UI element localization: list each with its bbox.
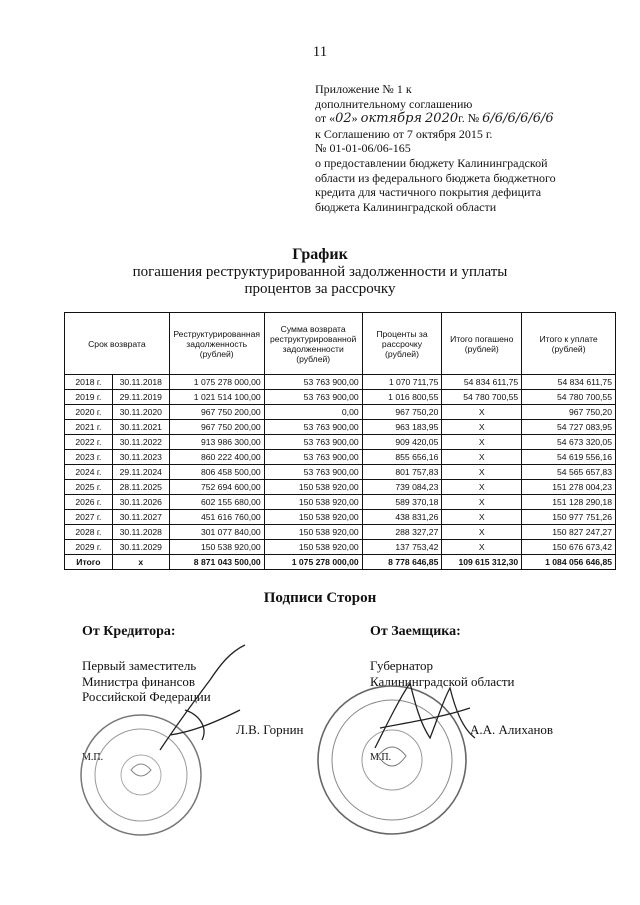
table-row [65,480,616,495]
cell-total-payable: 54 673 320,05 [522,435,616,450]
cell-total-repaid: X [442,480,522,495]
table-row [65,375,616,390]
repayment-schedule-table [64,312,616,570]
cell-restructured-debt: 967 750 200,00 [169,420,264,435]
cell-year: 2022 г. [65,435,113,450]
cell-due-date: 30.11.2020 [112,405,169,420]
document-title: График [292,246,348,263]
appendix-line-7: области из федерального бюджета бюджетного [315,170,556,185]
borrower-mp: М.П. [370,752,392,763]
cell-total-repaid: X [442,405,522,420]
creditor-line-2: Министра финансов [82,673,196,689]
cell-restructured-debt: 1 021 514 100,00 [169,390,264,405]
creditor-line-3: Российской Федерации [82,689,211,704]
cell-repayment-amount: 0,00 [264,405,362,420]
cell-restructured-debt: 451 616 760,00 [169,510,264,525]
cell-total-payable: 54 565 657,83 [522,465,616,480]
cell-due-date: 29.11.2019 [112,390,169,405]
cell-year: 2019 г. [65,390,113,405]
cell-total-payable: 1 084 056 646,85 [522,555,616,570]
table-row [65,420,616,435]
cell-year: 2026 г. [65,495,113,510]
cell-interest: 8 778 646,85 [362,555,442,570]
cell-total-payable: 150 827 247,27 [522,525,616,540]
table-total-row [65,555,616,570]
header-total-repaid: Итого погашено (рублей) [442,313,522,375]
cell-year: 2018 г. [65,375,113,390]
cell-due-date: 28.11.2025 [112,480,169,495]
creditor-signature [150,640,260,760]
cell-interest: 589 370,18 [362,495,442,510]
cell-due-date: 30.11.2027 [112,510,169,525]
table-row [65,465,616,480]
cell-due-date: 30.11.2023 [112,450,169,465]
cell-restructured-debt: 8 871 043 500,00 [169,555,264,570]
cell-year: 2023 г. [65,450,113,465]
cell-total-repaid: X [442,465,522,480]
cell-total-repaid: 109 615 312,30 [442,555,522,570]
cell-year: 2028 г. [65,525,113,540]
table-row [65,435,616,450]
cell-repayment-amount: 53 763 900,00 [264,465,362,480]
handwritten-year: 2020 [425,111,459,127]
cell-total-repaid: X [442,435,522,450]
creditor-name: Л.В. Горнин [236,722,304,737]
table-row [65,390,616,405]
cell-interest: 909 420,05 [362,435,442,450]
header-due-date: Срок возврата [65,313,170,375]
page-number: 11 [312,44,328,60]
cell-restructured-debt: 150 538 920,00 [169,540,264,555]
cell-year: 2020 г. [65,405,113,420]
header-restructured-debt: Реструктурированная задолженность (рублей) [169,313,264,375]
cell-interest: 739 084,23 [362,480,442,495]
cell-repayment-amount: 53 763 900,00 [264,390,362,405]
table-row [65,525,616,540]
header-interest: Проценты за рассрочку (рублей) [362,313,442,375]
cell-interest: 137 753,42 [362,540,442,555]
date-suffix: г. № [458,111,480,126]
header-repayment-amount: Сумма возврата реструктурированной задолженности (рублей) [264,313,362,375]
cell-due-date: 30.11.2022 [112,435,169,450]
header-total-payable: Итого к уплате (рублей) [522,313,616,375]
table-row [65,495,616,510]
cell-total-repaid: 54 780 700,55 [442,390,522,405]
table-row [65,405,616,420]
creditor-line-1: Первый заместитель [82,658,197,673]
cell-interest: 967 750,20 [362,405,442,420]
cell-repayment-amount: 53 763 900,00 [264,375,362,390]
date-prefix: от « [315,111,336,126]
cell-due-date: 30.11.2021 [112,420,169,435]
handwritten-number: 6/6/6/6/6/6 [482,111,554,127]
cell-restructured-debt: 602 155 680,00 [169,495,264,510]
cell-repayment-amount: 53 763 900,00 [264,420,362,435]
cell-due-date: 30.11.2029 [112,540,169,555]
cell-repayment-amount: 53 763 900,00 [264,450,362,465]
cell-repayment-amount: 150 538 920,00 [264,480,362,495]
cell-repayment-amount: 150 538 920,00 [264,495,362,510]
cell-repayment-amount: 150 538 920,00 [264,510,362,525]
appendix-line-2: дополнительному соглашению [315,96,473,111]
cell-total-repaid: X [442,525,522,540]
cell-due-date: 30.11.2026 [112,495,169,510]
cell-due-date: х [112,555,169,570]
cell-due-date: 30.11.2018 [112,375,169,390]
cell-restructured-debt: 806 458 500,00 [169,465,264,480]
cell-repayment-amount: 53 763 900,00 [264,435,362,450]
cell-total-payable: 967 750,20 [522,405,616,420]
cell-due-date: 30.11.2028 [112,525,169,540]
borrower-name: А.А. Алиханов [470,722,554,737]
cell-year: 2027 г. [65,510,113,525]
cell-restructured-debt: 967 750 200,00 [169,405,264,420]
appendix-line-1: Приложение № 1 к [315,82,412,96]
cell-restructured-debt: 860 222 400,00 [169,450,264,465]
borrower-line-2: Калининградской области [370,673,515,689]
cell-interest: 855 656,16 [362,450,442,465]
cell-interest: 1 070 711,75 [362,375,442,390]
cell-repayment-amount: 150 538 920,00 [264,525,362,540]
date-mid: » [351,111,358,126]
cell-total-repaid: X [442,495,522,510]
cell-interest: 438 831,26 [362,510,442,525]
cell-total-repaid: 54 834 611,75 [442,375,522,390]
handwritten-day: 02 [335,111,352,127]
appendix-line-4: к Соглашению от 7 октября 2015 г. [315,126,493,141]
borrower-line-1: Губернатор [370,658,433,673]
cell-total-payable: 54 780 700,55 [522,390,616,405]
cell-total-repaid: X [442,510,522,525]
document-subtitle: погашения реструктурированной задолженности и уплаты процентов за рассрочку [132,264,508,297]
table-row [65,540,616,555]
borrower-signature [370,668,480,768]
signatures-title: Подписи Сторон [263,590,377,606]
cell-total-payable: 54 727 083,95 [522,420,616,435]
appendix-line-3 [315,111,620,127]
table-row [65,450,616,465]
cell-due-date: 29.11.2024 [112,465,169,480]
cell-year: 2029 г. [65,540,113,555]
cell-repayment-amount: 150 538 920,00 [264,540,362,555]
cell-interest: 963 183,95 [362,420,442,435]
cell-total-payable: 150 676 673,42 [522,540,616,555]
cell-total-payable: 54 619 556,16 [522,450,616,465]
cell-total-payable: 150 977 751,26 [522,510,616,525]
cell-repayment-amount: 1 075 278 000,00 [264,555,362,570]
cell-year: 2021 г. [65,420,113,435]
cell-restructured-debt: 913 986 300,00 [169,435,264,450]
cell-total-payable: 54 834 611,75 [522,375,616,390]
cell-year: 2024 г. [65,465,113,480]
cell-restructured-debt: 752 694 600,00 [169,480,264,495]
cell-total-payable: 151 128 290,18 [522,495,616,510]
cell-interest: 801 757,83 [362,465,442,480]
cell-total-repaid: X [442,420,522,435]
table-header-row [65,313,616,375]
cell-total-repaid: X [442,540,522,555]
cell-restructured-debt: 1 075 278 000,00 [169,375,264,390]
appendix-line-8: кредита для частичного покрытия дефицита [315,185,542,200]
creditor-mp: М.П. [82,752,104,763]
cell-interest: 1 016 800,55 [362,390,442,405]
cell-total-payable: 151 278 004,23 [522,480,616,495]
cell-year: 2025 г. [65,480,113,495]
appendix-line-9: бюджета Калининградской области [315,199,497,214]
appendix-line-5: № 01-01-06/06-165 [315,141,411,156]
appendix-line-6: о предоставлении бюджету Калининградской [315,155,548,170]
handwritten-month: октября [360,111,423,127]
cell-interest: 288 327,27 [362,525,442,540]
borrower-heading: От Заемщика: [370,624,461,639]
cell-total-repaid: X [442,450,522,465]
creditor-heading: От Кредитора: [82,624,176,639]
cell-restructured-debt: 301 077 840,00 [169,525,264,540]
cell-year: Итого [65,555,113,570]
table-row [65,510,616,525]
appendix-header [315,82,620,214]
